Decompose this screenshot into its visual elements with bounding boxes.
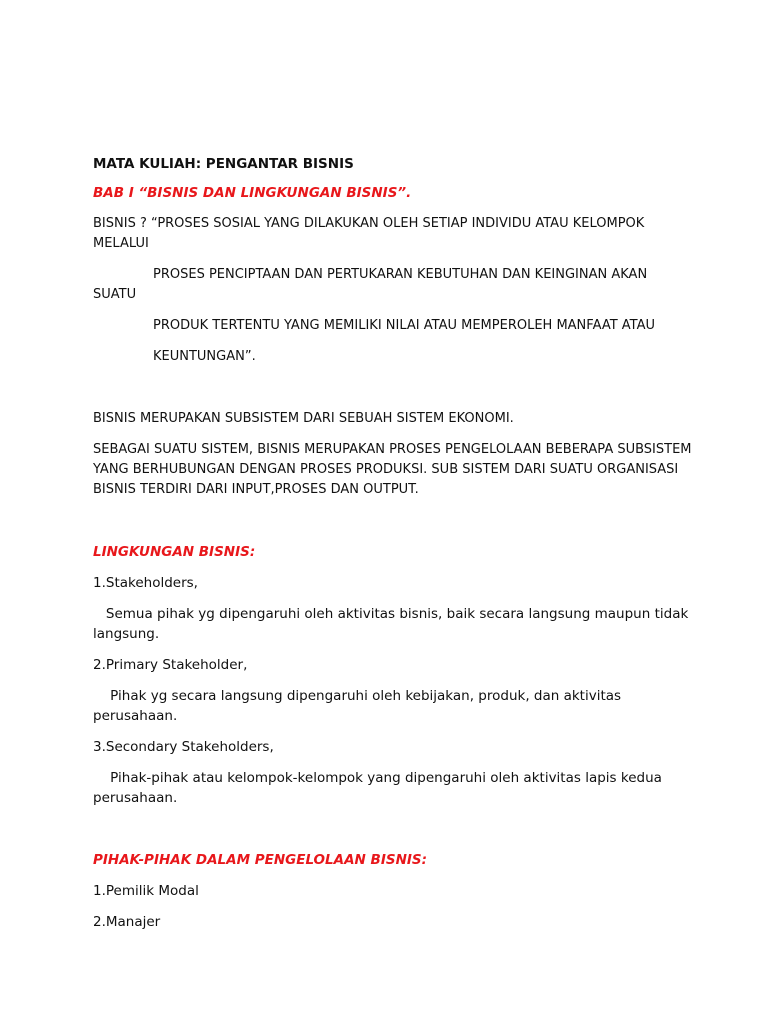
environment-item-description: Pihak yg secara langsung dipengaruhi oleh kebijakan, produk, dan aktivitas perusahaan.	[93, 688, 626, 724]
environment-heading: LINGKUNGAN BISNIS:	[93, 544, 256, 560]
management-item: 1.Pemilik Modal	[93, 883, 199, 899]
management-heading: PIHAK-PIHAK DALAM PENGELOLAAN BISNIS:	[93, 852, 428, 868]
environment-item-term: 1.Stakeholders,	[93, 575, 198, 591]
document-body	[93, 154, 693, 932]
environment-item-description: Pihak-pihak atau kelompok-kelompok yang dipengaruhi oleh aktivitas lapis kedua perusahaan.	[93, 770, 667, 806]
definition-line: PRODUK TERTENTU YANG MEMILIKI NILAI ATAU MEMPEROLEH MANFAAT ATAU	[153, 318, 655, 333]
environment-item-description: Semua pihak yg dipengaruhi oleh aktivitas bisnis, baik secara langsung maupun tidak langsung.	[93, 606, 693, 642]
course-title: MATA KULIAH: PENGANTAR BISNIS	[93, 156, 354, 172]
management-item: 2.Manajer	[93, 914, 161, 930]
environment-item-term: 3.Secondary Stakeholders,	[93, 739, 274, 755]
definition-line: BISNIS ? “PROSES SOSIAL YANG DILAKUKAN OLEH SETIAP INDIVIDU ATAU KELOMPOK MELALUI	[93, 216, 645, 251]
environment-item-term: 2.Primary Stakeholder,	[93, 657, 248, 673]
definition-line: KEUNTUNGAN”.	[153, 349, 256, 364]
system-paragraph: SEBAGAI SUATU SISTEM, BISNIS MERUPAKAN PROSES PENGELOLAAN BEBERAPA SUBSISTEM YANG BERHUBUNGAN DENGAN PROSES PRODUKSI. SUB SISTEM DARI SUATU ORGANISASI BISNIS TERDIRI DARI INPUT,PROSES DAN OUTPUT.	[93, 442, 692, 497]
chapter-heading: BAB I “BISNIS DAN LINGKUNGAN BISNIS”.	[93, 185, 412, 201]
subsystem-line: BISNIS MERUPAKAN SUBSISTEM DARI SEBUAH SISTEM EKONOMI.	[93, 411, 514, 426]
definition-line: PROSES PENCIPTAAN DAN PERTUKARAN KEBUTUHAN DAN KEINGINAN AKAN SUATU	[93, 267, 648, 302]
